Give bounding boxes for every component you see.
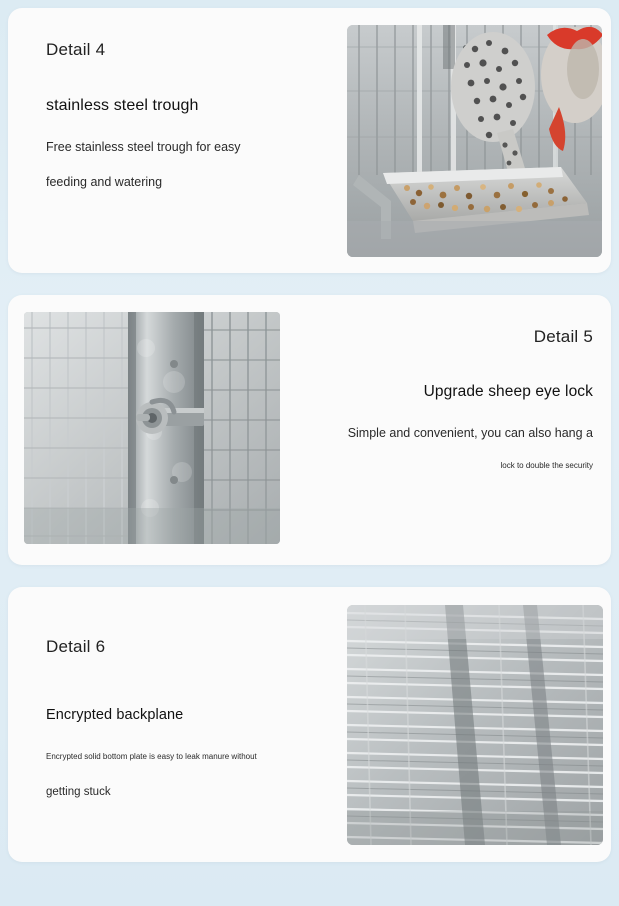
detail-5-label: Detail 5 bbox=[533, 327, 593, 346]
detail-6-headline: Encrypted backplane bbox=[46, 707, 184, 723]
detail-card-6 bbox=[8, 587, 611, 862]
detail-4-body-line-2: feeding and watering bbox=[46, 174, 163, 189]
detail-5-body-line-1: Simple and convenient, you can also hang a bbox=[347, 426, 593, 440]
detail-4-text-column bbox=[8, 8, 338, 273]
detail-5-headline: Upgrade sheep eye lock bbox=[423, 383, 593, 400]
detail-card-4 bbox=[8, 8, 611, 273]
detail-6-body-line-2: getting stuck bbox=[46, 786, 111, 798]
detail-6-label: Detail 6 bbox=[46, 637, 106, 656]
detail-card-5 bbox=[8, 295, 611, 565]
sheep-eye-lock-photo bbox=[24, 312, 280, 544]
detail-6-text-column bbox=[8, 587, 338, 862]
detail-6-image-column bbox=[338, 587, 611, 862]
detail-5-image-column bbox=[8, 295, 280, 565]
detail-4-headline: stainless steel trough bbox=[46, 97, 199, 114]
detail-6-body-line-1: Encrypted solid bottom plate is easy to leak manure without bbox=[46, 752, 257, 761]
detail-4-body-line-1: Free stainless steel trough for easy bbox=[46, 140, 241, 154]
detail-4-label: Detail 4 bbox=[46, 40, 106, 59]
detail-4-image-column bbox=[338, 8, 611, 273]
detail-5-body-line-2: lock to double the security bbox=[500, 460, 593, 470]
stainless-steel-trough-photo bbox=[347, 25, 602, 257]
encrypted-backplane-photo bbox=[347, 605, 603, 845]
detail-5-text-column bbox=[280, 295, 611, 565]
